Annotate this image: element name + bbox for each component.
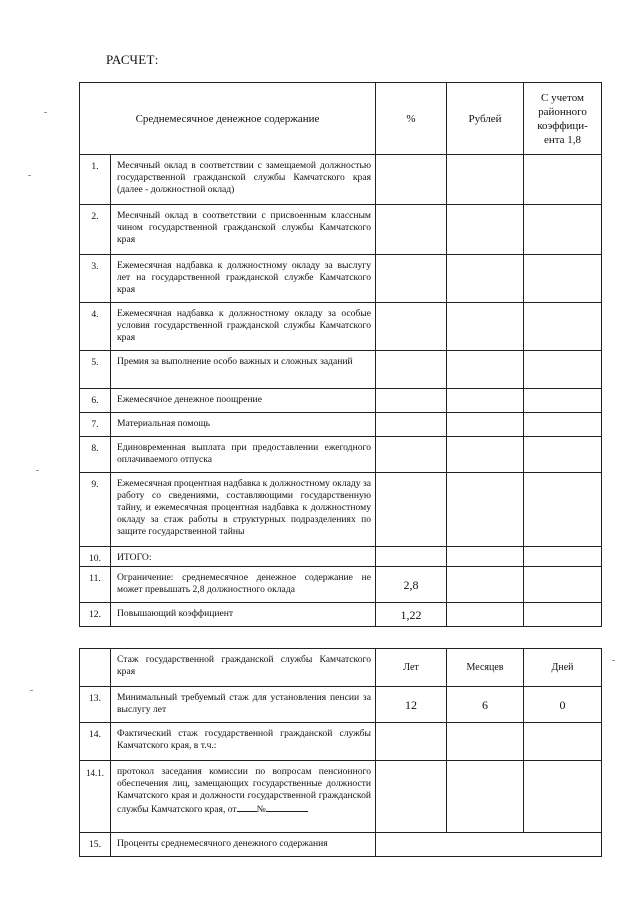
header-months: Месяцев — [447, 649, 524, 687]
header-rubles: Рублей — [447, 83, 524, 155]
table-row: 8. Единовременная выплата при предоставлении ежегодного оплачиваемого отпуска — [80, 437, 602, 473]
header-regional: С учетом районного коэффици- ента 1,8 — [524, 83, 602, 155]
table-row: 4. Ежемесячная надбавка к должностному окладу за особые условия государственной гражданской службы Камчатского края — [80, 303, 602, 351]
table-row: 1. Месячный оклад в соответствии с замещаемой должностью государственной гражданской службы Камчатского края (далее - должностной оклад) — [80, 155, 602, 205]
table-row: 10. ИТОГО: — [80, 547, 602, 567]
scan-mark — [36, 470, 39, 471]
header-days: Дней — [524, 649, 602, 687]
header-years: Лет — [376, 649, 447, 687]
header-percent: % — [376, 83, 447, 155]
table-row: 7. Материальная помощь — [80, 413, 602, 437]
service-header-description: Стаж государственной гражданской службы Камчатского края — [111, 649, 376, 687]
calculation-table — [79, 82, 602, 857]
table-row: 6. Ежемесячное денежное поощрение — [80, 389, 602, 413]
scan-mark — [612, 660, 615, 661]
page-heading: РАСЧЕТ: — [106, 52, 159, 67]
table-row: 2. Месячный оклад в соответствии с присвоенным классным чином государственной гражданской службы Камчатского края — [80, 205, 602, 255]
table-row: 9. Ежемесячная процентная надбавка к должностному окладу за работу со сведениями, составляющими государственную тайну, и ежемесячная процентная надбавка к должностному окладу за стаж работы в структурных подразделениях по защите государственной тайны — [80, 473, 602, 547]
scan-mark — [28, 175, 31, 176]
table-spacer-row — [80, 627, 602, 649]
table-row: 14.1. протокол заседания комиссии по вопросам пенсионного обеспечения лиц, замещающих государственные должности Камчатского края и должности государственной гражданской службы Камчатского края, от № — [80, 761, 602, 833]
table-header-row — [80, 83, 602, 155]
scan-mark — [30, 690, 33, 691]
scan-mark — [44, 112, 47, 113]
table-row: 12. Повышающий коэффициент 1,22 — [80, 603, 602, 627]
service-header-row — [80, 649, 602, 687]
table-row: 5. Премия за выполнение особо важных и сложных заданий — [80, 351, 602, 389]
table-row: 15. Проценты среднемесячного денежного содержания — [80, 833, 602, 857]
table-row: 13. Минимальный требуемый стаж для установления пенсии за выслугу лет 12 6 0 — [80, 687, 602, 723]
table-row: 3. Ежемесячная надбавка к должностному окладу за выслугу лет на государственной гражданской службе Камчатского края — [80, 255, 602, 303]
table-row: 11. Ограничение: среднемесячное денежное содержание не может превышать 2,8 должностного оклада 2,8 — [80, 567, 602, 603]
header-description: Среднемесячное денежное содержание — [80, 83, 376, 155]
table-row: 14. Фактический стаж государственной гражданской службы Камчатского края, в т.ч.: — [80, 723, 602, 761]
